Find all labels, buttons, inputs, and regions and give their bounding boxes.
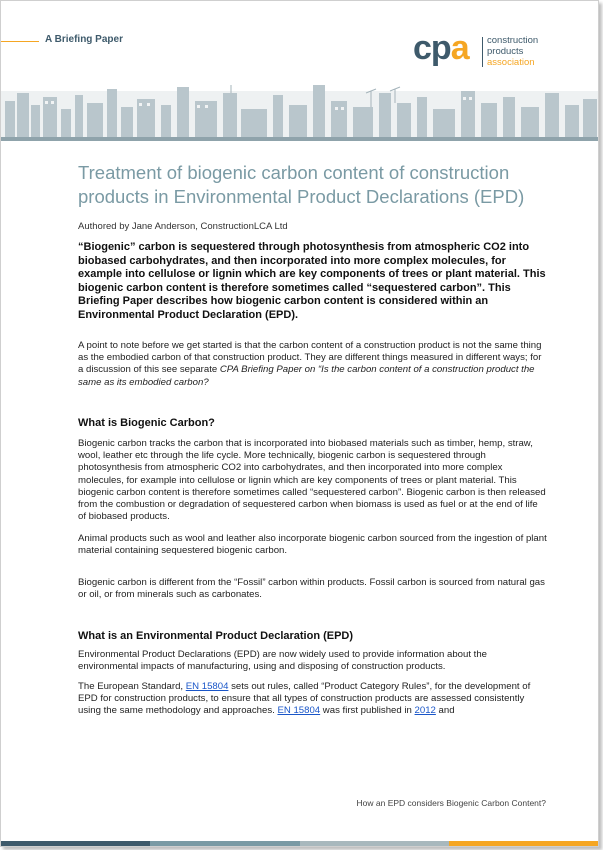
header-rule — [1, 41, 39, 42]
biogenic-paragraph-2: Animal products such as wool and leather also incorporate biogenic carbon sourced from the ingestion of plant material containing sequestered biogenic carbon. — [78, 533, 547, 557]
briefing-label: A Briefing Paper — [45, 34, 123, 45]
year-2012-link[interactable]: 2012 — [414, 705, 436, 717]
section-heading-biogenic: What is Biogenic Carbon? — [78, 417, 215, 429]
page-title: Treatment of biogenic carbon content of construction products in Environmental Product Declarations (EPD) — [78, 162, 525, 207]
point-paragraph: A point to note before we get started is that the carbon content of a construction product is not the same thing as the embodied carbon of that construction product. They are different things measured in different ways; for a discussion of this see separate CPA Briefing Paper on “Is the carbon content of a construction product the same as its embodied carbon? — [78, 340, 542, 388]
logo-mark: cpa — [413, 29, 469, 67]
en15804-link-2[interactable]: EN 15804 — [277, 705, 321, 717]
epd-paragraph-1: Environmental Product Declarations (EPD) are now widely used to provide information about the environmental impacts of manufacturing, using and disposing of construction products. — [78, 649, 488, 673]
biogenic-paragraph-3: Biogenic carbon is different from the “Fossil” carbon within products. Fossil carbon is sourced from natural gas or oil, or from minerals such as carbonates. — [78, 577, 545, 601]
cpa-logo — [413, 29, 583, 73]
cityscape-banner — [1, 83, 598, 141]
epd-paragraph-2: The European Standard, EN 15804 sets out rules, called “Product Category Rules”, for the development of EPD for construction products, to ensure that all types of construction products are assessed consistently using the same methodology and approaches. EN 15804 was first published in 2012 and — [78, 681, 531, 717]
author-line: Authored by Jane Anderson, ConstructionLCA Ltd — [78, 221, 288, 232]
logo-wordmark: construction products association — [487, 35, 539, 68]
logo-divider — [482, 37, 483, 67]
section-heading-epd: What is an Environmental Product Declaration (EPD) — [78, 630, 354, 642]
footer-color-bar — [1, 841, 598, 846]
biogenic-paragraph-1: Biogenic carbon tracks the carbon that is incorporated into biobased materials such as timber, hemp, straw, wool, leather etc through the life cycle. More technically, biogenic carbon is sequestered through photosynthesis from atmospheric CO2 into carbohydrates, and then incorporated into more complex molecules, for example into cellulose or lignin which are key components of trees or plant material. This biogenic carbon content is therefore sometimes called “sequestered carbon”. Biogenic carbon is then released from the combustion or degradation of sequestered carbon when biomass is used as fuel or at the end of life of biobased products. — [78, 438, 546, 523]
briefing-reference: CPA Briefing Paper on “Is the carbon content of a construction product the same as its embodied carbon? — [78, 364, 535, 388]
intro-summary: “Biogenic” carbon is sequestered through photosynthesis from atmospheric CO2 into biobased carbohydrates, and then incorporated into more complex molecules, for example into cellulose or lignin which are key components of trees or plant material. This biogenic carbon content is therefore sometimes called “sequestered carbon”. This Briefing Paper describes how biogenic carbon content is considered within an Environmental Product Declaration (EPD). — [78, 241, 546, 321]
en15804-link[interactable]: EN 15804 — [185, 681, 229, 692]
footer-text: How an EPD considers Biogenic Carbon Content? — [356, 798, 546, 808]
